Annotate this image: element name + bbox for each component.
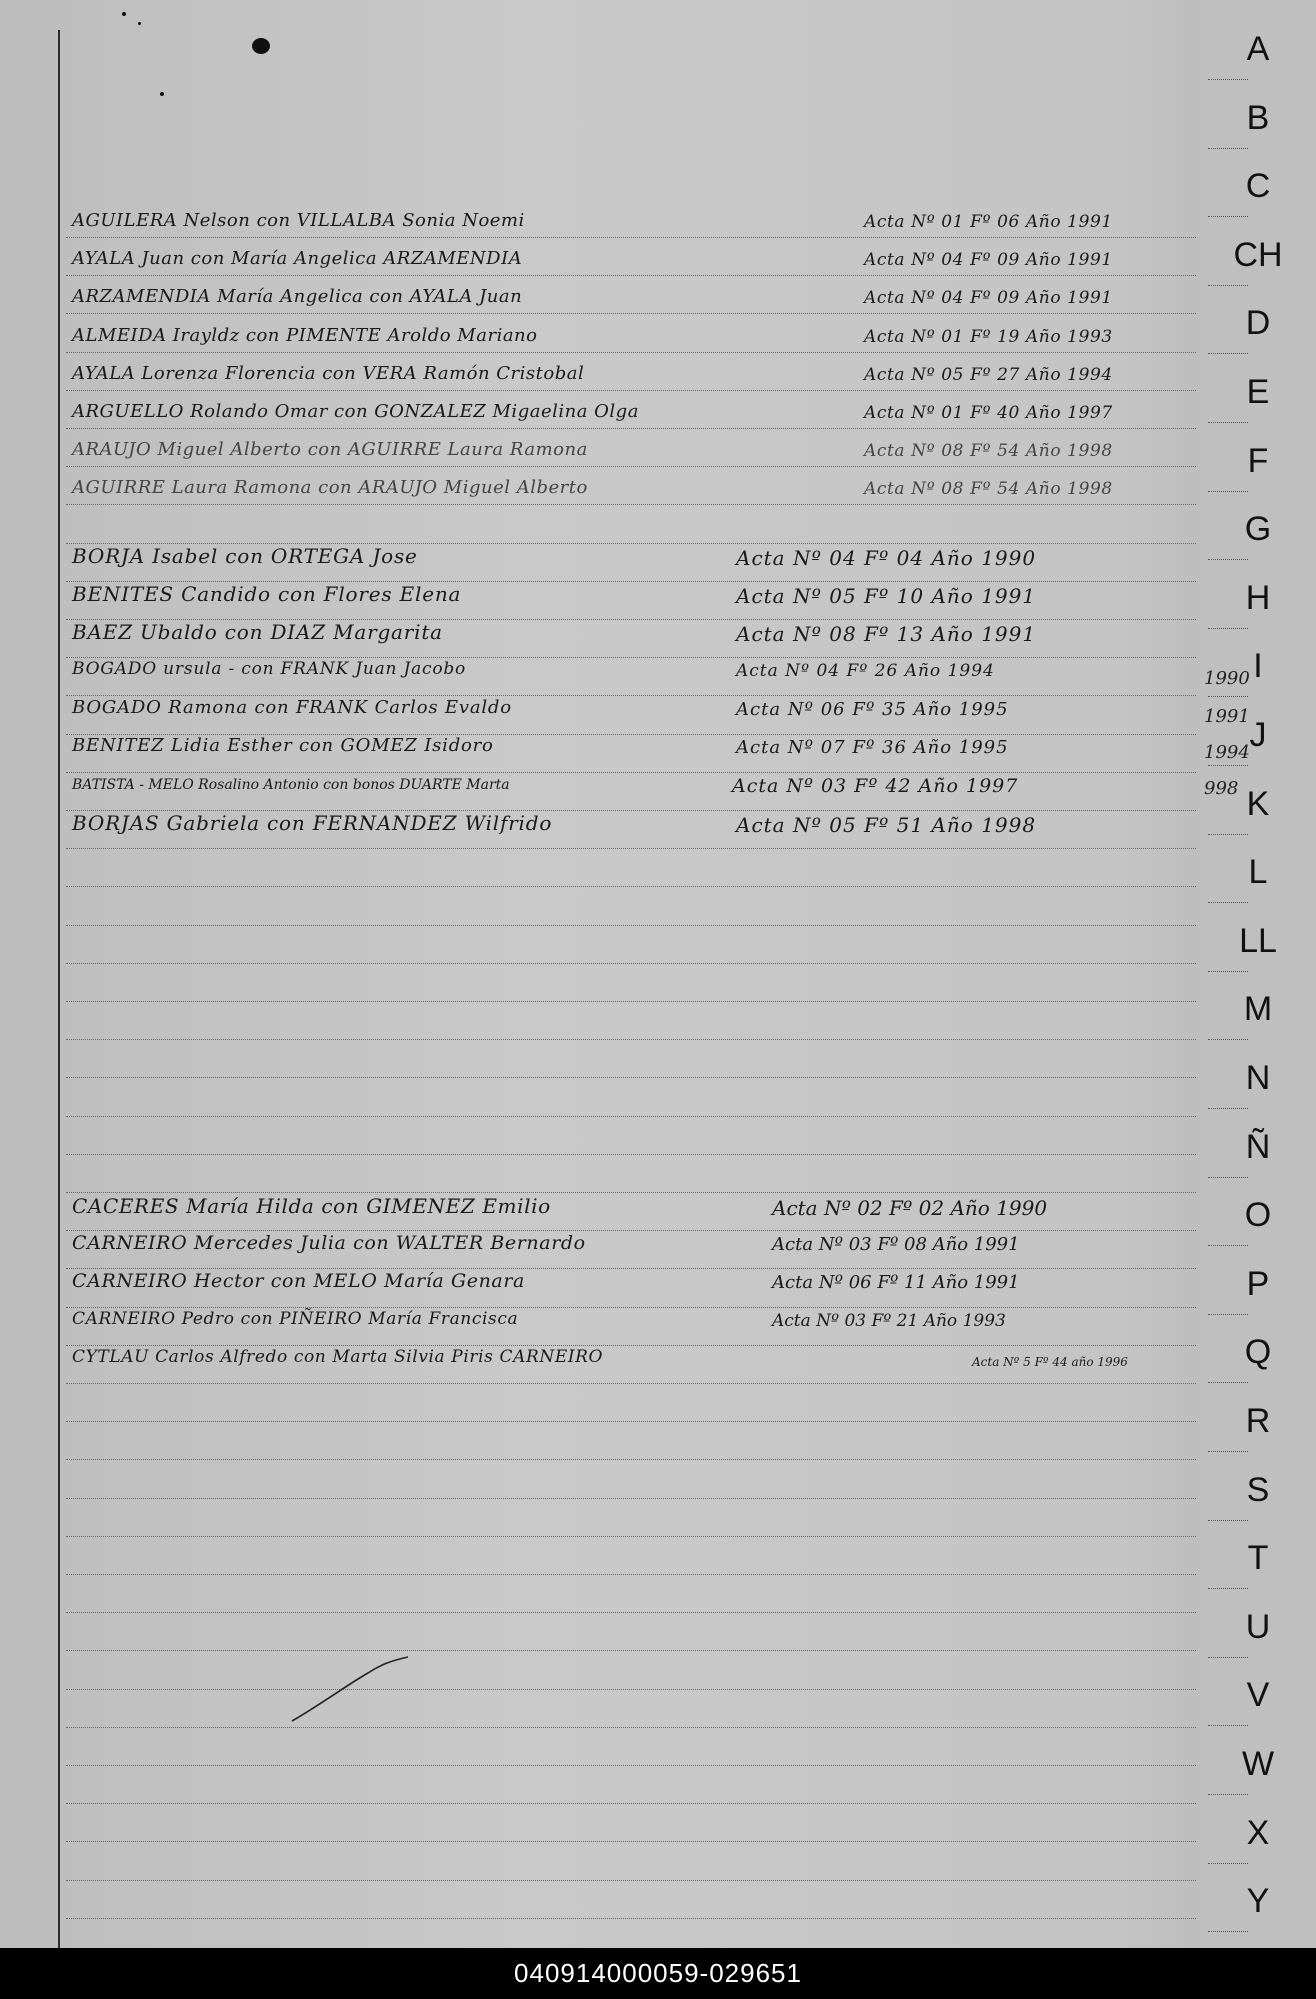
list-item	[72, 321, 1202, 359]
tab-divider	[1208, 1313, 1248, 1315]
entry-names: ARAUJO Miguel Alberto con AGUIRRE Laura Ramona	[72, 439, 588, 461]
tab-divider	[1208, 764, 1248, 766]
index-tab-j[interactable]: J	[1249, 716, 1267, 754]
tab-divider	[1208, 627, 1248, 629]
ruled-line	[66, 1038, 1196, 1040]
entry-names: CARNEIRO Mercedes Julia con WALTER Bernardo	[72, 1232, 586, 1255]
ruled-line	[66, 1497, 1196, 1499]
ruled-line	[66, 1726, 1196, 1728]
entry-names: BAEZ Ubaldo con DIAZ Margarita	[72, 620, 443, 645]
index-tab-e[interactable]: E	[1246, 373, 1270, 411]
ruled-line	[66, 1917, 1196, 1919]
ruled-line	[66, 1688, 1196, 1690]
tab-divider	[1208, 970, 1248, 972]
tab-divider	[1208, 1038, 1248, 1040]
entry-acta: Acta Nº 05 Fº 10 Año 1991	[736, 584, 1037, 609]
tab-divider	[1208, 421, 1248, 423]
ruled-line	[66, 885, 1196, 887]
tab-divider	[1208, 1656, 1248, 1658]
ruled-line	[66, 1764, 1196, 1766]
ruled-line	[66, 1382, 1196, 1384]
margin-year: 1994	[1204, 742, 1250, 763]
entry-names: ARGUELLO Rolando Omar con GONZALEZ Migaelina Olga	[72, 400, 639, 422]
index-tab-ll[interactable]: LL	[1239, 921, 1277, 960]
tab-divider	[1208, 147, 1248, 149]
entry-names: BORJA Isabel con ORTEGA Jose	[72, 544, 418, 568]
entry-names: CACERES María Hilda con GIMENEZ Emilio	[72, 1194, 551, 1218]
ruled-line	[66, 1535, 1196, 1537]
ruled-line	[66, 1000, 1196, 1002]
entry-names: BENITES Candido con Flores Elena	[72, 582, 462, 607]
ruled-line	[66, 1573, 1196, 1575]
ruled-line	[66, 1802, 1196, 1804]
index-tab-y[interactable]: Y	[1246, 1882, 1270, 1921]
entry-acta: Acta Nº 07 Fº 36 Año 1995	[736, 736, 1009, 758]
ink-speck	[122, 12, 126, 16]
section-b-entries	[72, 540, 1202, 846]
entry-names: BENITEZ Lidia Esther con GOMEZ Isidoro	[72, 734, 494, 756]
list-item	[72, 1305, 1202, 1343]
list-item	[72, 1343, 1202, 1381]
ruled-line	[66, 1611, 1196, 1613]
index-tab-c[interactable]: C	[1245, 167, 1271, 206]
list-item	[72, 1190, 1202, 1228]
list-item	[72, 1266, 1202, 1304]
index-tab-i[interactable]: I	[1253, 647, 1263, 686]
list-item	[72, 731, 1202, 769]
tab-divider	[1208, 1244, 1248, 1246]
ink-speck	[138, 22, 141, 25]
pen-stroke	[290, 1655, 420, 1725]
index-tab-q[interactable]: Q	[1244, 1333, 1272, 1372]
index-tab-p[interactable]: P	[1246, 1264, 1270, 1303]
entry-acta: Acta Nº 01 Fº 40 Año 1997	[864, 402, 1113, 423]
entry-acta: Acta Nº 04 Fº 04 Año 1990	[736, 546, 1037, 570]
index-tab-t[interactable]: T	[1247, 1539, 1269, 1578]
entry-acta: Acta Nº 03 Fº 42 Año 1997	[732, 775, 1019, 798]
tab-divider	[1208, 1450, 1248, 1452]
entry-acta: Acta Nº 03 Fº 08 Año 1991	[772, 1234, 1020, 1256]
tab-divider	[1208, 833, 1248, 835]
entry-names: CARNEIRO Pedro con PIÑEIRO María Francisca	[72, 1308, 519, 1329]
tab-divider	[1208, 1107, 1248, 1109]
entry-names: CYTLAU Carlos Alfredo con Marta Silvia Piris CARNEIRO	[72, 1346, 604, 1367]
index-tab-m[interactable]: M	[1243, 990, 1273, 1029]
list-item	[72, 359, 1202, 397]
tab-divider	[1208, 1176, 1248, 1178]
index-tab-h[interactable]: H	[1245, 578, 1271, 617]
index-tab-f[interactable]: F	[1247, 441, 1269, 480]
entry-names: ALMEIDA Irayldz con PIMENTE Aroldo Mariano	[72, 324, 538, 346]
entry-names: ARZAMENDIA María Angelica con AYALA Juan	[72, 286, 523, 308]
entry-acta: Acta Nº 01 Fº 06 Año 1991	[864, 212, 1113, 232]
list-item	[72, 807, 1202, 845]
entry-acta: Acta Nº 06 Fº 35 Año 1995	[736, 698, 1009, 720]
tab-divider	[1208, 215, 1248, 217]
tab-divider	[1208, 558, 1248, 560]
tab-divider	[1208, 901, 1248, 903]
tab-divider	[1208, 284, 1248, 286]
list-item	[72, 693, 1202, 731]
entry-acta: Acta Nº 08 Fº 13 Año 1991	[736, 622, 1037, 647]
ruled-line	[66, 924, 1196, 926]
tab-divider	[1208, 1862, 1248, 1864]
ruled-line	[66, 1153, 1196, 1155]
section-c-entries	[72, 1190, 1202, 1381]
index-tab-l[interactable]: L	[1248, 853, 1268, 892]
list-item	[72, 473, 1202, 511]
ruled-line	[66, 1420, 1196, 1422]
index-tab-g[interactable]: G	[1244, 510, 1272, 549]
ruled-line	[66, 1115, 1196, 1117]
list-item	[72, 1228, 1202, 1266]
tab-divider	[1208, 1793, 1248, 1795]
margin-year: 1991	[1204, 706, 1250, 727]
entry-names: BORJAS Gabriela con FERNANDEZ Wilfrido	[72, 811, 553, 836]
tab-divider	[1208, 695, 1248, 697]
entry-names: AYALA Juan con María Angelica ARZAMENDIA	[72, 248, 523, 270]
index-tab-n[interactable]: N	[1245, 1059, 1271, 1097]
index-tab-k[interactable]: K	[1246, 784, 1270, 823]
index-tab-u[interactable]: U	[1245, 1607, 1271, 1646]
tab-divider	[1208, 1519, 1248, 1521]
index-tab-d[interactable]: D	[1245, 304, 1271, 343]
list-item	[72, 655, 1202, 693]
entry-acta: Acta Nº 5 Fº 44 año 1996	[972, 1354, 1128, 1369]
index-tab-s[interactable]: S	[1246, 1470, 1270, 1509]
entry-acta: Acta Nº 04 Fº 26 Año 1994	[736, 660, 995, 681]
entry-acta: Acta Nº 01 Fº 19 Año 1993	[864, 326, 1113, 347]
index-tab-ñ[interactable]: Ñ	[1245, 1127, 1271, 1166]
ruled-line	[66, 1076, 1196, 1078]
entry-acta: Acta Nº 08 Fº 54 Año 1998	[864, 479, 1113, 500]
tab-divider	[1208, 352, 1248, 354]
tab-divider	[1208, 78, 1248, 80]
tab-divider	[1208, 1381, 1248, 1383]
margin-year: 1990	[1204, 668, 1250, 689]
document-code: 040914000059-029651	[514, 1958, 802, 1988]
ruled-line	[66, 1649, 1196, 1651]
index-tab-a[interactable]: A	[1246, 30, 1270, 68]
tab-divider	[1208, 1724, 1248, 1726]
ruled-line	[66, 1879, 1196, 1881]
ruled-line	[66, 962, 1196, 964]
entry-acta: Acta Nº 04 Fº 09 Año 1991	[864, 288, 1113, 309]
tab-divider	[1208, 1930, 1248, 1932]
entry-acta: Acta Nº 05 Fº 51 Año 1998	[736, 813, 1037, 838]
entry-acta: Acta Nº 02 Fº 02 Año 1990	[772, 1196, 1048, 1220]
ink-speck	[160, 92, 164, 96]
ruled-line	[66, 847, 1196, 849]
entry-acta: Acta Nº 08 Fº 54 Año 1998	[864, 441, 1113, 462]
entry-names: AYALA Lorenza Florencia con VERA Ramón Cristobal	[72, 362, 585, 384]
entry-names: BOGADO Ramona con FRANK Carlos Evaldo	[72, 696, 512, 718]
index-tab-r[interactable]: R	[1245, 1402, 1271, 1440]
index-tab-x[interactable]: X	[1246, 1813, 1270, 1852]
margin-year: 998	[1204, 778, 1239, 799]
list-item	[72, 616, 1202, 654]
ruled-line	[66, 1840, 1196, 1842]
index-tab-b[interactable]: B	[1246, 98, 1270, 137]
ink-blot	[252, 38, 270, 54]
section-a-entries	[72, 206, 1202, 512]
list-item	[72, 435, 1202, 473]
entry-names: BOGADO ursula - con FRANK Juan Jacobo	[72, 658, 467, 679]
list-item	[72, 578, 1202, 616]
tab-divider	[1208, 490, 1248, 492]
entry-acta: Acta Nº 04 Fº 09 Año 1991	[864, 250, 1113, 271]
index-tab-w[interactable]: W	[1241, 1745, 1275, 1783]
index-tab-ch[interactable]: CH	[1233, 235, 1283, 274]
index-tab-v[interactable]: V	[1246, 1676, 1270, 1715]
entry-acta: Acta Nº 03 Fº 21 Año 1993	[772, 1310, 1006, 1331]
entry-acta: Acta Nº 06 Fº 11 Año 1991	[772, 1272, 1020, 1294]
entry-names: AGUILERA Nelson con VILLALBA Sonia Noemi	[72, 210, 525, 231]
list-item	[72, 244, 1202, 282]
ruled-line	[66, 1458, 1196, 1460]
entry-names: BATISTA - MELO Rosalino Antonio con bonos DUARTE Marta	[72, 777, 510, 794]
list-item	[72, 206, 1202, 244]
list-item	[72, 769, 1202, 807]
tab-divider	[1208, 1587, 1248, 1589]
entry-names: CARNEIRO Hector con MELO María Genara	[72, 1270, 525, 1293]
entry-names: AGUIRRE Laura Ramona con ARAUJO Miguel Alberto	[72, 477, 588, 499]
margin-rule	[58, 30, 60, 1948]
index-tab-o[interactable]: O	[1244, 1196, 1272, 1235]
list-item	[72, 540, 1202, 578]
list-item	[72, 282, 1202, 320]
list-item	[72, 397, 1202, 435]
entry-acta: Acta Nº 05 Fº 27 Año 1994	[864, 364, 1113, 385]
